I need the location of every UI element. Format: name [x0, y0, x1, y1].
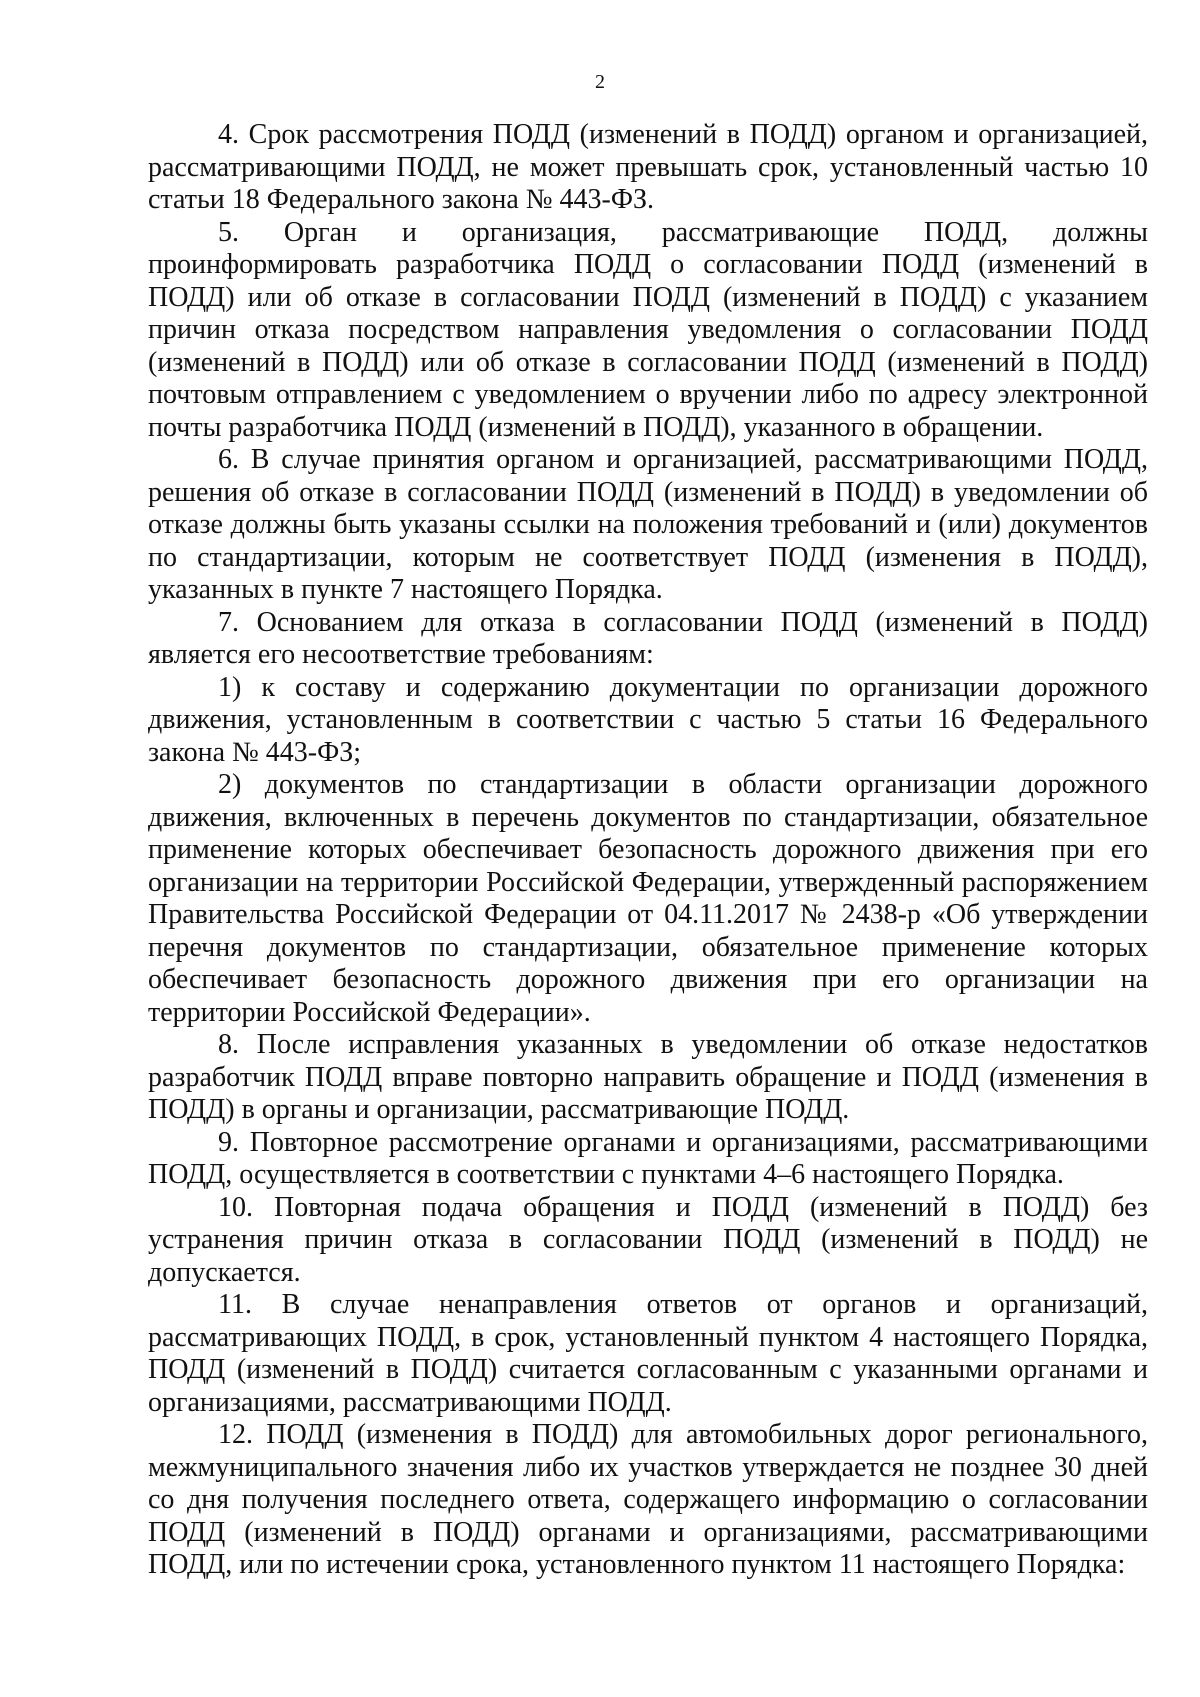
paragraph-12: 12. ПОДД (изменения в ПОДД) для автомобильных дорог регионального, межмуниципального значения либо их участков утверждается не позднее 30 дней со дня получения последнего ответа, содержащего информацию о согласовании ПОДД (изменений в ПОДД) органами и организациями, рассматривающими ПОДД, или по истечении срока, установленного пунктом 11 настоящего Порядка: [148, 1419, 1148, 1580]
paragraph-7-item-2: 2) документов по стандартизации в области организации дорожного движения, включенных в перечень документов по стандартизации, обязательное применение которых обеспечивает безопасность дорожного движения при его организации на территории Российской Федерации, утвержденный распоряжением Правительства Российской Федерации от 04.11.2017 № 2438-р «Об утверждении перечня документов по стандартизации, обязательное применение которых обеспечивает безопасность дорожного движения при его организации на территории Российской Федерации». [148, 769, 1148, 1028]
paragraph-7: 7. Основанием для отказа в согласовании ПОДД (изменений в ПОДД) является его несоответствие требованиям: [148, 606, 1148, 670]
document-body [148, 119, 1148, 1582]
paragraph-5: 5. Орган и организация, рассматривающие ПОДД, должны проинформировать разработчика ПОДД о согласовании ПОДД (изменений в ПОДД) или об отказе в согласовании ПОДД (изменений в ПОДД) с указанием причин отказа посредством направления уведомления о согласовании ПОДД (изменений в ПОДД) или об отказе в согласовании ПОДД (изменений в ПОДД) почтовым отправлением с уведомлением о вручении либо по адресу электронной почты разработчика ПОДД (изменений в ПОДД), указанного в обращении. [148, 216, 1148, 443]
page-number: 2 [595, 71, 605, 93]
paragraph-8: 8. После исправления указанных в уведомлении об отказе недостатков разработчик ПОДД вправе повторно направить обращение и ПОДД (изменения в ПОДД) в органы и организации, рассматривающие ПОДД. [148, 1029, 1148, 1125]
paragraph-9: 9. Повторное рассмотрение органами и организациями, рассматривающими ПОДД, осуществляется в соответствии с пунктами 4–6 настоящего Порядка. [148, 1126, 1148, 1190]
paragraph-4: 4. Срок рассмотрения ПОДД (изменений в ПОДД) органом и организацией, рассматривающими ПОДД, не может превышать срок, установленный частью 10 статьи 18 Федерального закона № 443-ФЗ. [148, 119, 1148, 215]
paragraph-6: 6. В случае принятия органом и организацией, рассматривающими ПОДД, решения об отказе в согласовании ПОДД (изменений в ПОДД) в уведомлении об отказе должны быть указаны ссылки на положения требований и (или) документов по стандартизации, которым не соответствует ПОДД (изменения в ПОДД), указанных в пункте 7 настоящего Порядка. [148, 444, 1148, 605]
paragraph-10: 10. Повторная подача обращения и ПОДД (изменений в ПОДД) без устранения причин отказа в согласовании ПОДД (изменений в ПОДД) не допускается. [148, 1191, 1148, 1288]
paragraph-7-item-1: 1) к составу и содержанию документации по организации дорожного движения, установленным в соответствии с частью 5 статьи 16 Федерального закона № 443-ФЗ; [148, 671, 1148, 768]
paragraph-11: 11. В случае ненаправления ответов от органов и организаций, рассматривающих ПОДД, в срок, установленный пунктом 4 настоящего Порядка, ПОДД (изменений в ПОДД) считается согласованным с указанными органами и организациями, рассматривающими ПОДД. [148, 1289, 1148, 1418]
